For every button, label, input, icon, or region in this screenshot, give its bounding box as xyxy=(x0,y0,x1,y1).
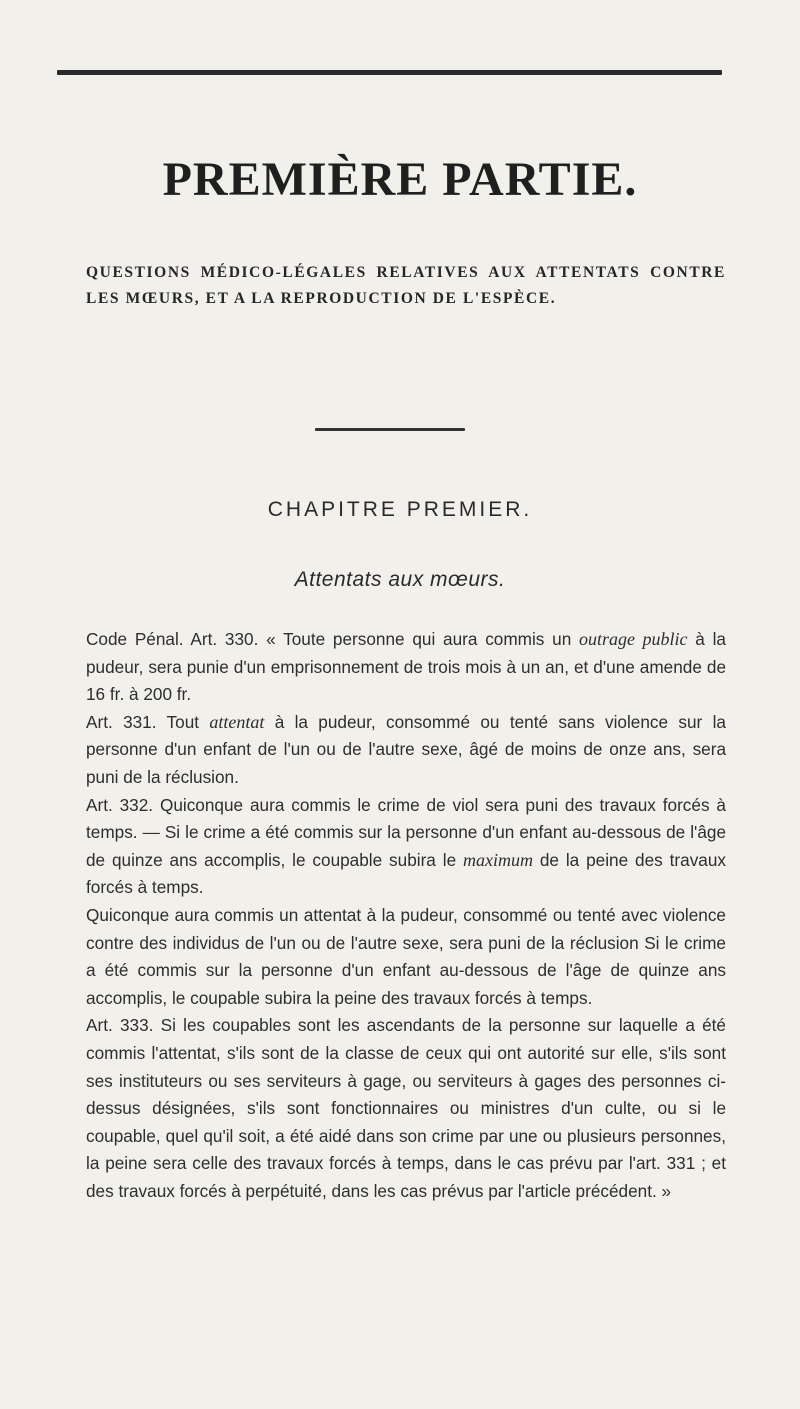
part-title: PREMIÈRE PARTIE. xyxy=(162,153,638,206)
section-title: Attentats aux mœurs. xyxy=(294,568,506,591)
top-rule xyxy=(57,70,722,75)
chapter-heading: CHAPITRE PREMIER. xyxy=(267,498,533,521)
paragraph-art-333: Art. 333. Si les coupables sont les ascendants de la personne sur laquelle a été commis l'attentat, s'ils sont de la classe de ceux qui ont autorité sur elle, s'ils sont ses instituteurs ou ses serviteurs à gage, ou serviteurs à gages des personnes ci-dessus désignées, s'ils sont fonctionnaires ou ministres d'un culte, ou si le coupable, quel qu'il soit, a été aidé dans son crime par une ou plusieurs personnes, la peine sera celle des travaux forcés à temps, dans le cas prévu par l'art. 331 ; et des travaux forcés à perpétuité, dans les cas prévus par l'article précédent. » xyxy=(86,1015,726,1201)
paragraph-art-332: Art. 332. Quiconque aura commis le crime de viol sera puni des travaux forcés à temps. — Si le crime a été commis sur la personne d'un enfant au-dessous de l'âge de quinze ans accomplis, le coupable subira le maximum de la peine des travaux forcés à temps. xyxy=(86,794,726,898)
body-text xyxy=(86,626,726,1205)
part-subtitle: QUESTIONS MÉDICO-LÉGALES RELATIVES AUX ATTENTATS CONTRE LES MŒURS, ET A LA REPRODUCTION DE L'ESPÈCE. xyxy=(86,264,726,307)
paragraph-art-330: Code Pénal. Art. 330. « Toute personne qui aura commis un outrage public à la pudeur, sera punie d'un emprisonnement de trois mois à un an, et d'une amende de 16 fr. à 200 fr. xyxy=(86,629,726,705)
paragraph-art-331: Art. 331. Tout attentat à la pudeur, consommé ou tenté sans violence sur la personne d'un enfant de l'un ou de l'autre sexe, âgé de moins de onze ans, sera puni de la réclusion. xyxy=(86,711,726,787)
paragraph-quiconque: Quiconque aura commis un attentat à la pudeur, consommé ou tenté avec violence contre des individus de l'un ou de l'autre sexe, sera puni de la réclusion Si le crime a été commis sur la personne d'un enfant au-dessous de l'âge de quinze ans accomplis, le coupable subira la peine des travaux forcés à temps. xyxy=(86,904,726,1008)
section-divider xyxy=(315,428,465,431)
